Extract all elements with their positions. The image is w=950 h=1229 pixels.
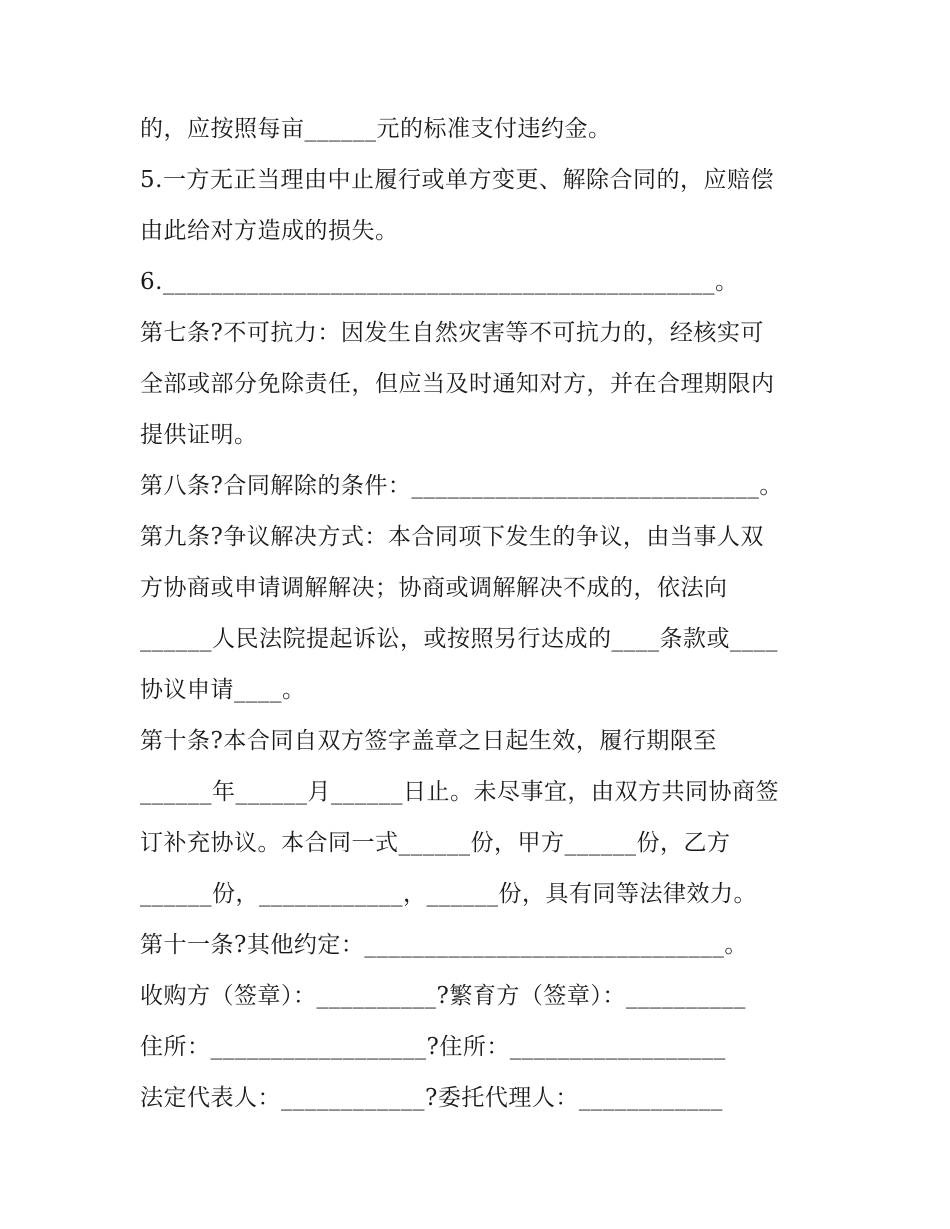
text-line-17: 第十一条?其他约定：______________________________。 xyxy=(140,932,748,958)
text-line-16: ______份，____________，______份，具有同等法律效力。 xyxy=(140,881,757,907)
signature-line-representative: 法定代表人：____________?委托代理人：____________ xyxy=(140,1085,723,1111)
text-line-8: 第八条?合同解除的条件：_____________________________。 xyxy=(140,473,783,499)
text-line-4: 6.______________________________________________。 xyxy=(140,269,739,295)
text-line-7: 提供证明。 xyxy=(140,422,258,448)
text-line-5: 第七条?不可抗力：因发生自然灾害等不可抗力的，经核实可 xyxy=(140,320,764,346)
signature-line-address: 住所：__________________?住所：__________________ xyxy=(140,1034,726,1060)
text-line-12: 协议申请____。 xyxy=(140,677,306,703)
text-line-10: 方协商或申请调解解决；协商或调解解决不成的，依法向 xyxy=(140,575,728,601)
text-line-1: 的，应按照每亩______元的标准支付违约金。 xyxy=(140,116,612,142)
text-line-2: 5.一方无正当理由中止履行或单方变更、解除合同的，应赔偿 xyxy=(140,167,774,193)
text-line-9: 第九条?争议解决方式：本合同项下发生的争议，由当事人双 xyxy=(140,524,764,550)
text-line-14: ______年______月______日止。未尽事宜，由双方共同协商签 xyxy=(140,779,779,805)
text-line-15: 订补充协议。本合同一式______份，甲方______份，乙方 xyxy=(140,830,731,856)
text-line-6: 全部或部分免除责任，但应当及时通知对方，并在合理期限内 xyxy=(140,371,775,397)
text-line-13: 第十条?本合同自双方签字盖章之日起生效，履行期限至 xyxy=(140,728,717,754)
signature-line-parties: 收购方（签章）：__________?繁育方（签章）：__________ xyxy=(140,983,746,1009)
text-line-3: 由此给对方造成的损失。 xyxy=(140,218,399,244)
text-line-11: ______人民法院提起诉讼，或按照另行达成的____条款或____ xyxy=(140,626,778,652)
